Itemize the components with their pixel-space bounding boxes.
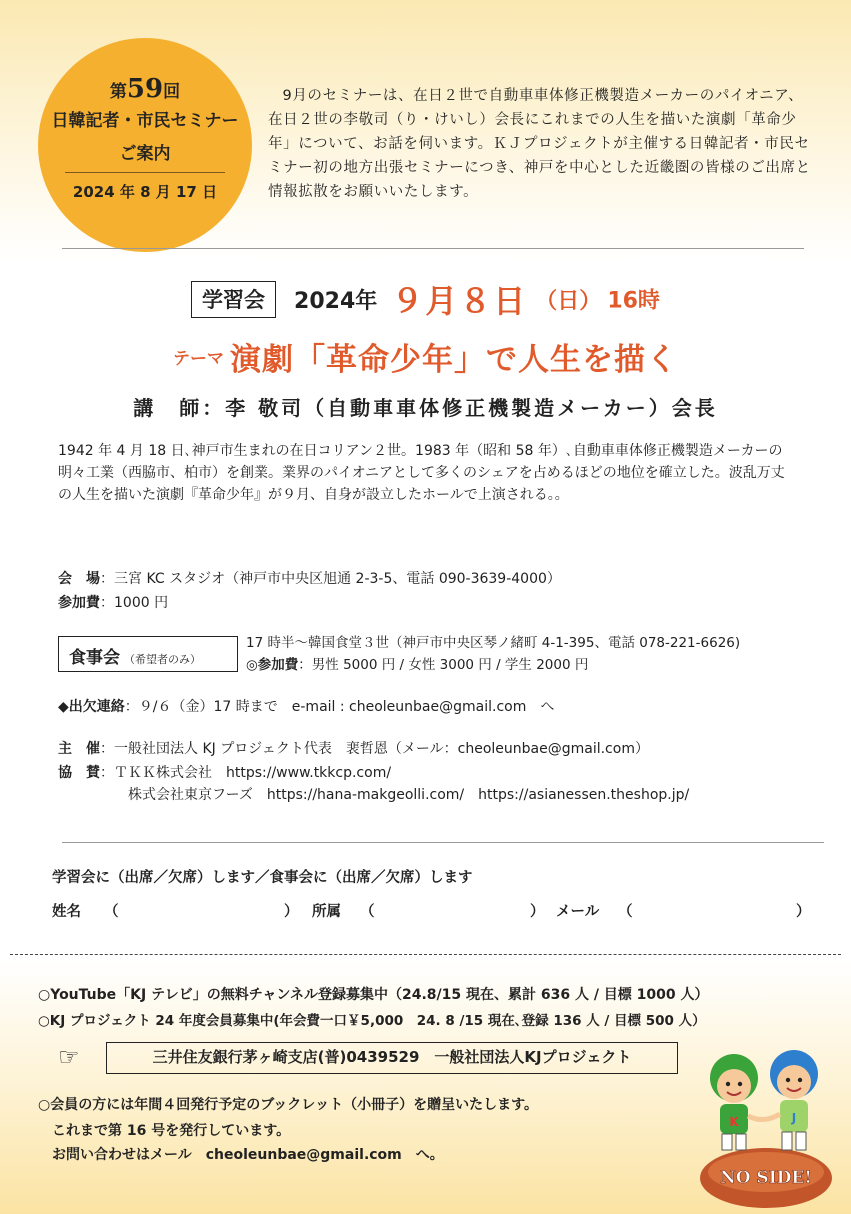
affiliation-open-paren: （ (360, 904, 375, 920)
affiliation-close-paren: ） (530, 904, 545, 920)
bank-account-box: 三井住友銀行茅ヶ崎支店(普)0439529 一般社団法人KJプロジェクト (106, 1042, 678, 1074)
organizer-line (58, 738, 649, 760)
organizer-value: ：一般社団法人 KJ プロジェクト代表 裵哲恩（メール：cheoleunbae@gmail.com） (100, 741, 649, 757)
badge-number-suffix: 回 (163, 82, 181, 102)
mascot-left-letter: K (729, 1115, 739, 1129)
event-headline (0, 276, 851, 322)
name-open-paren: （ (104, 904, 119, 920)
name-close-paren: ） (284, 904, 299, 920)
email-open-paren: （ (618, 904, 633, 920)
venue-value: ：三宮 KC スタジオ（神戸市中央区旭通 2-3-5、電話 090-3639-4000） (100, 571, 561, 587)
meal-fee-line (246, 654, 588, 676)
meal-note: （希望者のみ） (124, 653, 201, 666)
no-side-text: NO SIDE! (720, 1168, 812, 1188)
cut-line (10, 954, 841, 955)
sponsor-label: 協 賛 (58, 765, 100, 781)
mascot-right-letter: J (791, 1111, 797, 1125)
fee-value: ：1000 円 (100, 595, 169, 611)
membership-notice: ○KJ プロジェクト 24 年度会員募集中(年会費一口￥5,000 24. 8 /15 現在､登録 136 人 / 目標 500 人） (38, 1013, 706, 1029)
venue-label: 会 場 (58, 571, 100, 587)
rugby-mascot-illustration (696, 1034, 836, 1210)
pointing-hand-icon: ☞ (58, 1043, 80, 1071)
lecturer-line: 講 師：李 敬司（自動車車体修正機製造メーカー）会長 (133, 396, 718, 420)
meal-label: 食事会 (69, 648, 120, 668)
badge-number: 59 (126, 74, 164, 104)
theme-title: 演劇「革命少年」で人生を描く (230, 342, 678, 378)
contact-notice: お問い合わせはメール cheoleunbae@gmail.com へ。 (52, 1147, 444, 1163)
lecturer-bio: 1942 年 4 月 18 日､神戸市生まれの在日コリアン２世。1983 年（昭和 58 年）､自動車車体修正機製造メーカーの明々工業（西脇市、柏市）を創業。業界のパイオニアとして多くのシェアを占めるほどの地位を確立した。波乱万丈の人生を描いた演劇『革命少年』が９月、自身が設立したホールで上演される。。 (58, 443, 785, 503)
event-time: 16時 (607, 288, 660, 314)
event-theme (0, 334, 851, 379)
email-close-paren: ） (796, 904, 811, 920)
sponsor-line (58, 762, 391, 784)
youtube-notice: ○YouTube「KJ テレビ」の無料チャンネル登録募集中（24.8/15 現在、累計 636 人 / 目標 1000 人） (38, 987, 709, 1003)
seminar-badge (38, 38, 252, 252)
event-year: 2024年 (294, 288, 378, 314)
badge-seminar-name: 日韓記者・市民セミナー (51, 111, 239, 131)
badge-guide: ご案内 (119, 144, 171, 164)
theme-label: テーマ (173, 349, 224, 369)
badge-number-line (38, 74, 252, 104)
email-label: メール (556, 904, 600, 920)
booklet-notice: ○会員の方には年間４回発行予定のブックレット（小冊子）を贈呈いたします。 (38, 1097, 538, 1113)
meal-fee-label: ◎参加費 (246, 657, 299, 673)
issued-notice: これまで第 16 号を発行しています。 (52, 1123, 291, 1139)
divider-top (62, 248, 804, 249)
name-label: 姓名 (52, 904, 81, 920)
meal-details: 17 時半～韓国食堂３世（神戸市中央区琴ノ緒町 4-1-395、電話 078-221-6626) (246, 635, 741, 651)
divider-middle (62, 842, 824, 843)
event-date: ９月８日 (391, 282, 528, 320)
fee-label: 参加費 (58, 595, 100, 611)
badge-number-prefix: 第 (109, 82, 127, 102)
organizer-label: 主 催 (58, 741, 100, 757)
rsvp-label: ◆出欠連絡 (58, 699, 125, 715)
event-type-label: 学習会 (191, 281, 276, 318)
fee-line (58, 592, 168, 614)
event-weekday: （日） (535, 288, 602, 314)
sponsor-line-2: 株式会社東京フーズ https://hana-makgeolli.com/ https://asianessen.theshop.jp/ (128, 787, 690, 803)
venue-line (58, 568, 561, 590)
sponsor-value-1: ：ＴＫＫ株式会社 https://www.tkkcp.com/ (100, 765, 392, 781)
badge-date: 2024 年 8 月 17 日 (72, 183, 218, 201)
attendance-line[interactable]: 学習会に（出席／欠席）します／食事会に（出席／欠席）します (52, 870, 473, 886)
meal-fee-value: ：男性 5000 円 / 女性 3000 円 / 学生 2000 円 (298, 657, 589, 673)
rsvp-line (58, 696, 554, 718)
meal-box (58, 636, 238, 672)
badge-divider (65, 172, 225, 173)
rsvp-value: ：９/６（金）17 時まで e-mail : cheoleunbae@gmail.com へ (124, 699, 555, 715)
affiliation-label: 所属 (312, 904, 341, 920)
intro-paragraph: 9月のセミナーは、在日２世で自動車車体修正機製造メーカーのパイオニア、在日２世の李敬司（り・けいし）会長にこれまでの人生を描いた演劇「革命少年」について、お話を伺います。ＫＪプロジェクトが主催する日韓記者・市民セミナー初の地方出張セミナーにつき、神戸を中心とした近畿圏の皆様のご出席と情報拡散をお願いいたします。 (268, 88, 811, 200)
